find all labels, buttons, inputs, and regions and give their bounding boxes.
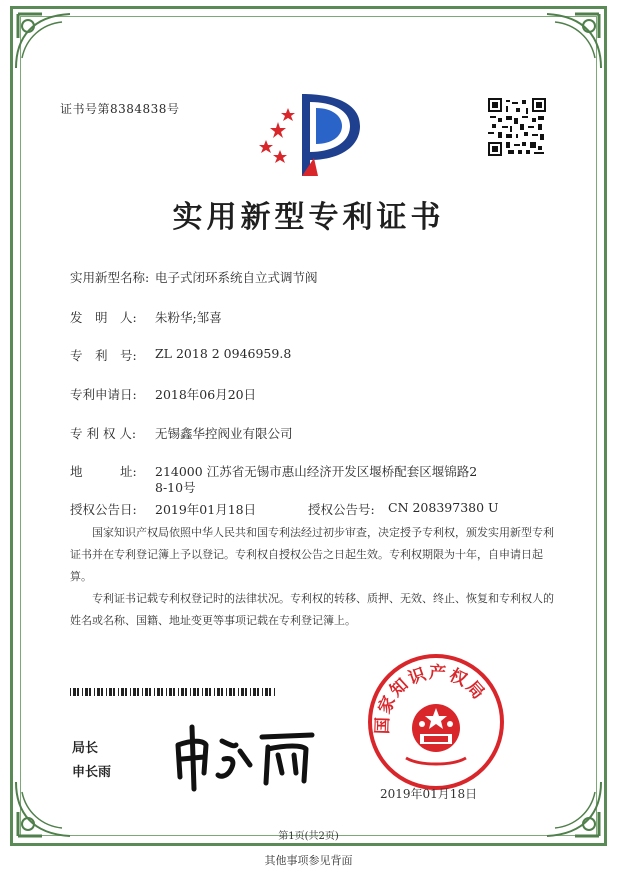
barcode-bar [145,688,148,696]
corner-ornament-top-left [12,8,82,78]
barcode-bar [125,688,127,696]
barcode-bar [253,688,256,696]
barcode-bar [154,688,155,696]
address-label: 地 址: [70,464,137,479]
barcode-bar [238,688,239,696]
officer-title: 局长 [72,741,99,756]
address-value-line2: 8-10号 [155,480,196,495]
barcode-bar [181,688,184,696]
qr-code-icon [488,98,546,156]
cnipa-logo-icon [258,88,368,180]
grant-number-label: 授权公告号: [308,502,375,517]
barcode-bar [193,688,196,696]
barcode-bar [245,688,247,696]
barcode-bar [185,688,187,696]
application-date-label: 专利申请日: [70,387,137,402]
grant-date-value: 2019年01月18日 [155,502,257,517]
certificate-number: 证书号第8384838号 [60,102,180,116]
application-date-value: 2018年06月20日 [155,387,257,402]
barcode-bar [85,688,88,696]
page-number: 第1页(共2页) [278,831,339,842]
barcode-bar [250,688,251,696]
barcode-bar [265,688,268,696]
barcode-bar [178,688,179,696]
barcode-bar [269,688,271,696]
inventor-value: 朱粉华;邹喜 [155,310,222,325]
barcode-bar [149,688,151,696]
barcode-bar [166,688,167,696]
official-seal-icon [366,652,506,792]
grant-date-label: 授权公告日: [70,502,137,517]
corner-ornament-top-right [535,8,605,78]
barcode-bar [70,688,71,696]
barcode-bar [118,688,119,696]
barcode-bar [142,688,143,696]
barcode-bar [133,688,136,696]
barcode-bar [221,688,223,696]
barcode-bar [233,688,235,696]
barcode-bar [190,688,191,696]
barcode-bar [94,688,95,696]
legal-status-paragraph: 专利证书记载专利权登记时的法律状况。专利权的转移、质押、无效、终止、恢复和专利权人的姓名或名称、国籍、地址变更等事项记载在专利登记簿上。 [70,592,554,627]
address-value-line1: 214000 江苏省无锡市惠山经济开发区堰桥配套区堰锦路2 [155,464,478,479]
grant-statement-paragraph: 国家知识产权局依照中华人民共和国专利法经过初步审查，决定授予专利权，颁发实用新型专利证书并在专利登记簿上予以登记。专利权自授权公告之日起生效。专利权期限为十年，自申请日起算。 [70,526,554,583]
barcode-bar [73,688,76,696]
barcode-bar [106,688,107,696]
barcode-bar [241,688,244,696]
barcode-bar [109,688,112,696]
barcode-bar [157,688,160,696]
barcode-bar [202,688,203,696]
barcode-bar [229,688,232,696]
barcode-bar [173,688,175,696]
svg-text:国家知识产权局: 国家知识产权局 [372,662,490,735]
barcode-icon [70,688,276,696]
barcode-bar [89,688,91,696]
seal-date: 2019年01月18日 [380,787,478,801]
barcode-bar [97,688,100,696]
handwritten-signature-icon [170,715,320,795]
barcode-bar [226,688,227,696]
barcode-bar [130,688,131,696]
footer-note: 其他事项参见背面 [264,854,353,867]
barcode-bar [113,688,115,696]
inventor-label: 发 明 人: [70,310,137,325]
barcode-bar [217,688,220,696]
barcode-bar [169,688,172,696]
barcode-bar [197,688,199,696]
barcode-bar [209,688,211,696]
grant-number-value: CN 208397380 U [388,500,499,515]
certificate-title: 实用新型专利证书 [172,200,445,235]
barcode-bar [214,688,215,696]
barcode-bar [161,688,163,696]
barcode-bar [77,688,79,696]
barcode-bar [137,688,139,696]
officer-name: 申长雨 [72,765,112,780]
utility-model-name-label: 实用新型名称: [70,270,150,285]
barcode-bar [257,688,259,696]
barcode-bar [274,688,275,696]
patentee-value: 无锡鑫华控阀业有限公司 [155,426,293,441]
barcode-bar [205,688,208,696]
barcode-bar [121,688,124,696]
barcode-bar [262,688,263,696]
patent-number-value: ZL 2018 2 0946959.8 [155,346,292,361]
patent-number-label: 专 利 号: [70,348,137,363]
barcode-bar [82,688,83,696]
patentee-label: 专 利 权 人: [70,426,137,441]
utility-model-name-value: 电子式闭环系统自立式调节阀 [155,270,318,285]
barcode-bar [101,688,103,696]
